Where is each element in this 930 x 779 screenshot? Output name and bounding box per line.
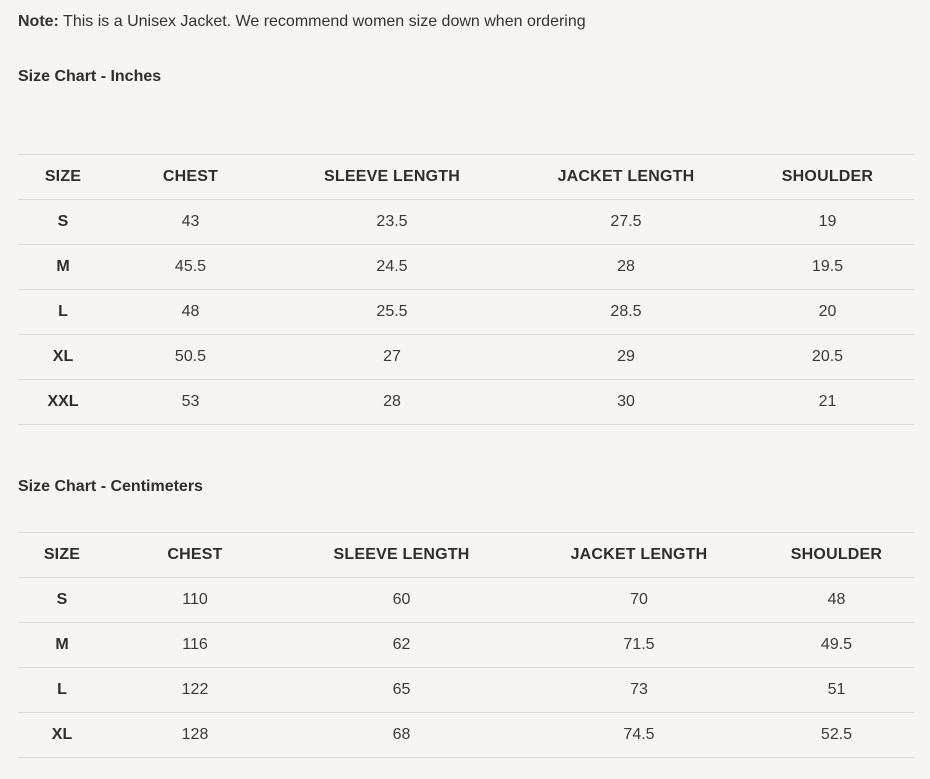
chest-cell: 116 bbox=[106, 623, 284, 668]
size-chart-inches-title: Size Chart - Inches bbox=[18, 68, 162, 85]
table-row bbox=[18, 335, 914, 380]
table-row bbox=[18, 245, 914, 290]
column-header-jacket-length: JACKET LENGTH bbox=[511, 155, 741, 200]
size-chart-inches-table bbox=[18, 154, 914, 425]
column-header-size: SIZE bbox=[18, 155, 108, 200]
table-row bbox=[18, 290, 914, 335]
chest-cell: 110 bbox=[106, 578, 284, 623]
jacket-length-cell: 70 bbox=[519, 578, 759, 623]
jacket-length-cell: 30 bbox=[511, 380, 741, 425]
table-header-row bbox=[18, 155, 914, 200]
column-header-sleeve-length: SLEEVE LENGTH bbox=[284, 533, 519, 578]
column-header-jacket-length: JACKET LENGTH bbox=[519, 533, 759, 578]
jacket-length-cell: 28 bbox=[511, 245, 741, 290]
table-row bbox=[18, 578, 914, 623]
size-chart-centimeters-title: Size Chart - Centimeters bbox=[18, 478, 203, 495]
size-chart-centimeters-table bbox=[18, 532, 914, 758]
jacket-length-cell: 29 bbox=[511, 335, 741, 380]
note-label: Note: bbox=[18, 13, 59, 30]
jacket-length-cell: 28.5 bbox=[511, 290, 741, 335]
chest-cell: 45.5 bbox=[108, 245, 273, 290]
chest-cell: 48 bbox=[108, 290, 273, 335]
shoulder-cell: 20.5 bbox=[741, 335, 914, 380]
note-text: This is a Unisex Jacket. We recommend women size down when ordering bbox=[58, 13, 586, 30]
table-row bbox=[18, 713, 914, 758]
chest-cell: 50.5 bbox=[108, 335, 273, 380]
column-header-chest: CHEST bbox=[108, 155, 273, 200]
size-cell: S bbox=[18, 578, 106, 623]
size-cell: M bbox=[18, 245, 108, 290]
sleeve-length-cell: 62 bbox=[284, 623, 519, 668]
sleeve-length-cell: 23.5 bbox=[273, 200, 511, 245]
size-cell: XL bbox=[18, 713, 106, 758]
column-header-sleeve-length: SLEEVE LENGTH bbox=[273, 155, 511, 200]
size-cell: XL bbox=[18, 335, 108, 380]
jacket-length-cell: 27.5 bbox=[511, 200, 741, 245]
jacket-length-cell: 73 bbox=[519, 668, 759, 713]
sleeve-length-cell: 28 bbox=[273, 380, 511, 425]
sleeve-length-cell: 24.5 bbox=[273, 245, 511, 290]
shoulder-cell: 49.5 bbox=[759, 623, 914, 668]
column-header-chest: CHEST bbox=[106, 533, 284, 578]
chest-cell: 53 bbox=[108, 380, 273, 425]
chest-cell: 128 bbox=[106, 713, 284, 758]
size-cell: M bbox=[18, 623, 106, 668]
size-note bbox=[18, 12, 586, 32]
shoulder-cell: 19 bbox=[741, 200, 914, 245]
column-header-shoulder: SHOULDER bbox=[741, 155, 914, 200]
jacket-length-cell: 74.5 bbox=[519, 713, 759, 758]
size-cell: XXL bbox=[18, 380, 108, 425]
size-cell: L bbox=[18, 290, 108, 335]
shoulder-cell: 19.5 bbox=[741, 245, 914, 290]
sleeve-length-cell: 68 bbox=[284, 713, 519, 758]
shoulder-cell: 48 bbox=[759, 578, 914, 623]
table-row bbox=[18, 623, 914, 668]
table-header-row bbox=[18, 533, 914, 578]
table-row bbox=[18, 380, 914, 425]
sleeve-length-cell: 27 bbox=[273, 335, 511, 380]
sleeve-length-cell: 60 bbox=[284, 578, 519, 623]
chest-cell: 43 bbox=[108, 200, 273, 245]
size-cell: S bbox=[18, 200, 108, 245]
table-row bbox=[18, 200, 914, 245]
table-row bbox=[18, 668, 914, 713]
chest-cell: 122 bbox=[106, 668, 284, 713]
shoulder-cell: 20 bbox=[741, 290, 914, 335]
column-header-size: SIZE bbox=[18, 533, 106, 578]
shoulder-cell: 52.5 bbox=[759, 713, 914, 758]
shoulder-cell: 51 bbox=[759, 668, 914, 713]
column-header-shoulder: SHOULDER bbox=[759, 533, 914, 578]
jacket-length-cell: 71.5 bbox=[519, 623, 759, 668]
size-cell: L bbox=[18, 668, 106, 713]
sleeve-length-cell: 65 bbox=[284, 668, 519, 713]
sleeve-length-cell: 25.5 bbox=[273, 290, 511, 335]
shoulder-cell: 21 bbox=[741, 380, 914, 425]
